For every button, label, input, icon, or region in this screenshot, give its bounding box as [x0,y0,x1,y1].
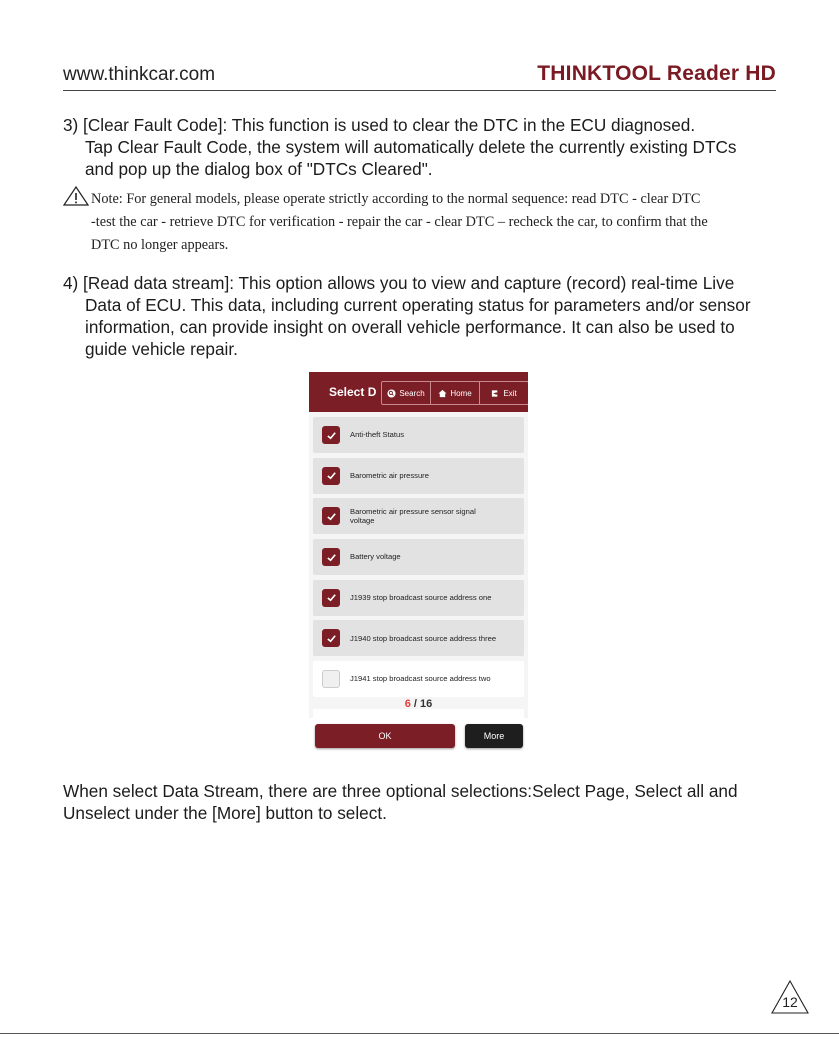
home-label: Home [450,388,472,398]
check-icon [326,592,337,603]
note-block [63,186,783,257]
header-brand: THINKTOOL Reader HD [537,62,776,85]
selected-count: 6 [404,698,411,710]
para-line: Tap Clear Fault Code, the system will automatically delete the currently existing DTCs [85,137,737,157]
list-item[interactable] [313,539,524,575]
checkbox-checked[interactable] [322,426,340,444]
item-label: Barometric air pressure [350,470,429,480]
item-label: J1939 stop broadcast source address one [350,593,492,602]
search-label: Search [399,388,425,398]
device-screenshot [309,372,528,718]
more-button[interactable]: More [465,724,523,748]
para-line: Unselect under the [More] button to select. [63,803,387,823]
page-number: 12 [782,994,798,1010]
exit-button[interactable] [480,382,528,404]
exit-label: Exit [503,388,517,398]
data-stream-list [313,417,524,702]
check-icon [326,430,337,441]
clear-fault-code-paragraph [63,114,783,180]
para-line: and pop up the dialog box of "DTCs Cleared". [85,159,433,179]
read-data-stream-paragraph [63,272,783,360]
warning-icon [63,186,89,206]
list-item[interactable] [313,498,524,534]
para-line: Data of ECU. This data, including current operating status for parameters and/or sensor [85,295,751,315]
total-count: / 16 [413,698,433,710]
header-url: www.thinkcar.com [63,64,216,85]
header-rule [63,90,776,91]
search-icon [387,389,396,398]
ok-button[interactable]: OK [315,724,455,748]
closing-paragraph [63,780,783,824]
check-icon [326,633,337,644]
item-label: Barometric air pressure sensor signal voltage [350,506,476,526]
checkbox-checked[interactable] [322,589,340,607]
search-button[interactable] [382,382,431,404]
para-line: information, can provide insight on overall vehicle performance. It can also be used to [85,317,735,337]
note-line: -test the car - retrieve DTC for verification - repair the car - clear DTC – recheck the car, to confirm that the [91,214,708,230]
checkbox-checked[interactable] [322,507,340,525]
page-indicator [309,698,528,710]
item-label: Battery voltage [350,552,401,562]
check-icon [326,511,337,522]
para-line: 3) [Clear Fault Code]: This function is used to clear the DTC in the ECU diagnosed. [63,115,696,135]
note-line: Note: For general models, please operate strictly according to the normal sequence: read DTC - clear DTC [91,191,701,207]
page-number-badge [771,980,809,1014]
list-item[interactable] [313,458,524,494]
para-line: 4) [Read data stream]: This option allows you to view and capture (record) real-time Live [63,273,735,293]
item-label: J1941 stop broadcast source address two [350,674,491,684]
checkbox-checked[interactable] [322,629,340,647]
checkbox-unchecked[interactable] [322,670,340,688]
check-icon [326,552,337,563]
list-item[interactable] [313,620,524,656]
note-line: DTC no longer appears. [91,237,229,253]
item-label: J1940 stop broadcast source address three [350,633,497,643]
check-icon [326,470,337,481]
exit-icon [491,389,500,398]
toolbar [381,381,528,405]
checkbox-checked[interactable] [322,548,340,566]
home-button[interactable] [431,382,480,404]
home-icon [438,389,447,398]
footer-rule [0,1033,839,1034]
item-label: Anti-theft Status [350,430,405,440]
screen-title: Select D [329,385,377,399]
list-item-partial [313,709,524,718]
title-bar [309,372,528,412]
list-item[interactable] [313,417,524,453]
para-line: When select Data Stream, there are three optional selections:Select Page, Select all and [63,781,738,801]
checkbox-checked[interactable] [322,467,340,485]
list-item[interactable] [313,580,524,616]
list-item[interactable] [313,661,524,697]
para-line: guide vehicle repair. [85,339,238,359]
